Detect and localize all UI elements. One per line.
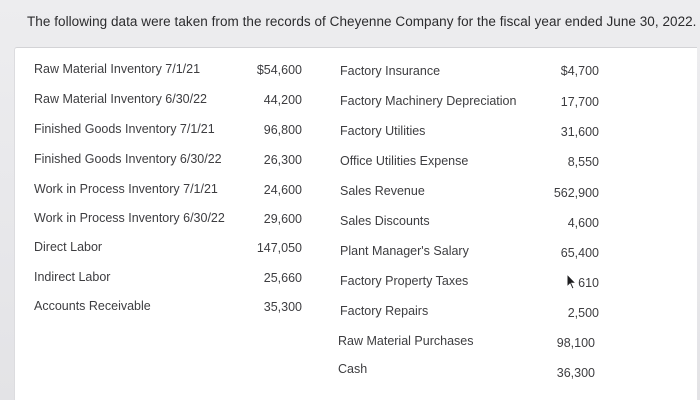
left-label-8: Accounts Receivable [34, 299, 151, 313]
left-value-4: 24,600 [263, 183, 302, 197]
right-value-0: $4,700 [560, 64, 599, 78]
right-label-3: Office Utilities Expense [340, 154, 469, 168]
left-label-0: Raw Material Inventory 7/1/21 [34, 62, 201, 76]
right-label-0: Factory Insurance [340, 64, 441, 78]
right-value-2: 31,600 [560, 125, 599, 139]
right-label-2: Factory Utilities [340, 124, 426, 138]
left-label-1: Raw Material Inventory 6/30/22 [34, 92, 208, 106]
left-label-4: Work in Process Inventory 7/1/21 [34, 182, 218, 196]
right-label-5: Sales Discounts [340, 214, 430, 228]
right-label-7: Factory Property Taxes [340, 274, 469, 288]
right-value-9: 98,100 [556, 336, 595, 350]
right-value-1: 17,700 [560, 95, 599, 109]
right-value-7: 610 [578, 276, 599, 290]
right-value-5: 4,600 [567, 216, 599, 230]
left-label-2: Finished Goods Inventory 7/1/21 [34, 122, 215, 136]
right-value-4: 562,900 [553, 186, 599, 200]
left-label-5: Work in Process Inventory 6/30/22 [34, 211, 225, 225]
right-value-10: 36,300 [556, 366, 595, 380]
left-value-3: 26,300 [263, 153, 302, 167]
left-value-7: 25,660 [263, 271, 302, 285]
left-value-0: $54,600 [256, 63, 302, 77]
left-label-7: Indirect Labor [34, 270, 111, 284]
right-label-9: Raw Material Purchases [338, 334, 474, 348]
right-label-8: Factory Repairs [340, 304, 429, 318]
right-label-10: Cash [338, 362, 368, 376]
left-label-6: Direct Labor [34, 240, 103, 254]
right-label-1: Factory Machinery Depreciation [340, 94, 517, 108]
left-value-1: 44,200 [263, 93, 302, 107]
right-label-6: Plant Manager's Salary [340, 244, 469, 258]
left-value-2: 96,800 [263, 123, 302, 137]
left-value-6: 147,050 [256, 241, 302, 255]
left-value-5: 29,600 [263, 212, 302, 226]
left-label-3: Finished Goods Inventory 6/30/22 [34, 152, 222, 166]
right-value-8: 2,500 [567, 306, 599, 320]
left-value-8: 35,300 [263, 300, 302, 314]
right-value-6: 65,400 [560, 246, 599, 260]
intro-text: The following data were taken from the records of Cheyenne Company for the fiscal year ended June 30, 2022. [27, 14, 697, 29]
right-value-3: 8,550 [567, 155, 599, 169]
right-label-4: Sales Revenue [340, 184, 425, 198]
